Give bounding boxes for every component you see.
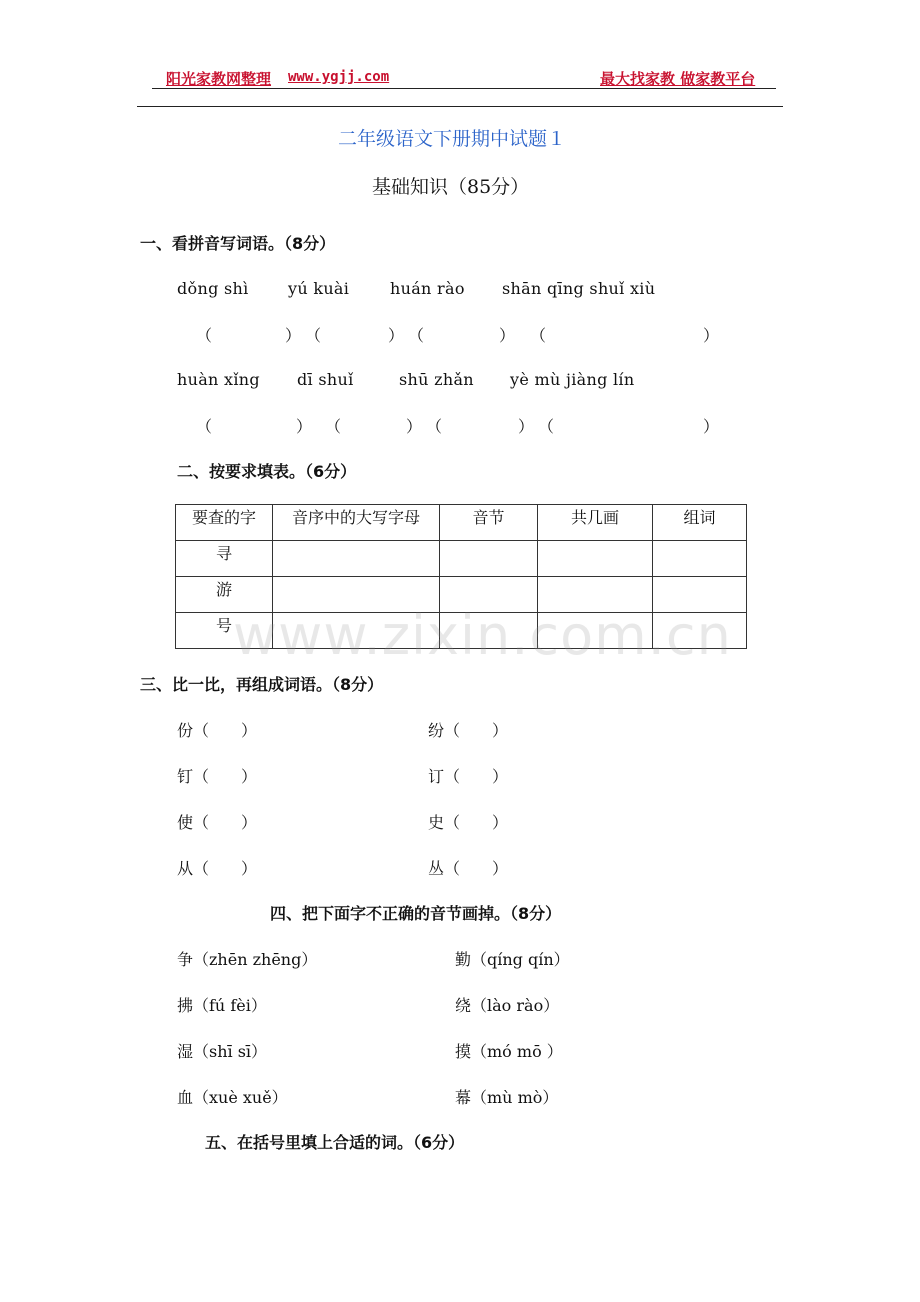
compare-item: 从（ ）	[177, 859, 258, 878]
answer-bracket-close: ）	[703, 417, 720, 436]
table-header-row	[176, 505, 747, 541]
answer-bracket-close: ）	[703, 326, 720, 345]
syllable-item: 勤（qíng qín）	[455, 950, 570, 969]
answer-bracket-close: ）	[296, 417, 313, 436]
header-slogan: 最大找家教 做家教平台	[600, 70, 756, 88]
page-subtitle: 基础知识（85分）	[372, 176, 530, 198]
table-row	[176, 541, 747, 577]
section3-heading: 三、比一比，再组成词语。（8分）	[140, 675, 384, 694]
table-char-cell: 游	[176, 577, 273, 613]
table-char-cell: 寻	[176, 541, 273, 577]
section2-heading: 二、按要求填表。（6分）	[177, 462, 357, 481]
compare-item: 纷（ ）	[428, 721, 509, 740]
header-rule	[137, 106, 783, 107]
answer-bracket-close: ）	[285, 326, 302, 345]
pinyin-8: yè mù jiàng lín	[510, 370, 635, 389]
answer-bracket-close: ）	[388, 326, 405, 345]
answer-bracket-open: （	[426, 417, 443, 436]
watermark: www.zixin.com.cn	[233, 604, 732, 667]
table-header-cell: 音序中的大写字母	[273, 505, 440, 541]
answer-bracket-open: （	[408, 326, 425, 345]
pinyin-2: yú kuài	[288, 279, 350, 298]
section5-heading: 五、在括号里填上合适的词。（6分）	[205, 1133, 465, 1152]
syllable-item: 幕（mù mò）	[455, 1088, 559, 1107]
answer-bracket-close: ）	[406, 417, 423, 436]
header-underline	[152, 88, 776, 89]
syllable-item: 血（xuè xuě）	[177, 1088, 288, 1107]
answer-bracket-open: （	[196, 326, 213, 345]
compare-item: 订（ ）	[428, 767, 509, 786]
table-header-cell: 组词	[653, 505, 747, 541]
compare-item: 份（ ）	[177, 721, 258, 740]
table-empty-cell[interactable]	[538, 541, 653, 577]
syllable-item: 摸（mó mō ）	[455, 1042, 563, 1061]
pinyin-6: dī shuǐ	[297, 370, 354, 389]
pinyin-3: huán rào	[390, 279, 465, 298]
answer-bracket-open: （	[538, 417, 555, 436]
table-char-cell: 号	[176, 613, 273, 649]
answer-bracket-close: ）	[518, 417, 535, 436]
syllable-item: 湿（shī sī）	[177, 1042, 268, 1061]
table-header-cell: 共几画	[538, 505, 653, 541]
pinyin-5: huàn xǐng	[177, 370, 260, 389]
compare-item: 丛（ ）	[428, 859, 509, 878]
answer-bracket-open: （	[530, 326, 547, 345]
syllable-item: 绕（lào rào）	[455, 996, 560, 1015]
syllable-item: 拂（fú fèi）	[177, 996, 267, 1015]
compare-item: 钉（ ）	[177, 767, 258, 786]
header-site-name: 阳光家教网整理	[166, 70, 272, 88]
table-empty-cell[interactable]	[653, 541, 747, 577]
table-empty-cell[interactable]	[273, 541, 440, 577]
answer-bracket-close: ）	[499, 326, 516, 345]
section4-heading: 四、把下面字不正确的音节画掉。（8分）	[270, 904, 562, 923]
pinyin-1: dǒng shì	[177, 279, 249, 298]
answer-bracket-open: （	[325, 417, 342, 436]
header-site-url[interactable]: www.ygjj.com	[288, 69, 390, 85]
section1-heading: 一、看拼音写词语。（8分）	[140, 234, 336, 253]
compare-item: 史（ ）	[428, 813, 509, 832]
table-empty-cell[interactable]	[440, 541, 538, 577]
pinyin-7: shū zhǎn	[399, 370, 474, 389]
answer-bracket-open: （	[196, 417, 213, 436]
pinyin-4: shān qīng shuǐ xiù	[502, 279, 656, 298]
table-header-cell: 音节	[440, 505, 538, 541]
answer-bracket-open: （	[305, 326, 322, 345]
compare-item: 使（ ）	[177, 813, 258, 832]
table-header-cell: 要查的字	[176, 505, 273, 541]
syllable-item: 争（zhēn zhēng）	[177, 950, 318, 969]
page-title: 二年级语文下册期中试题１	[338, 128, 567, 150]
